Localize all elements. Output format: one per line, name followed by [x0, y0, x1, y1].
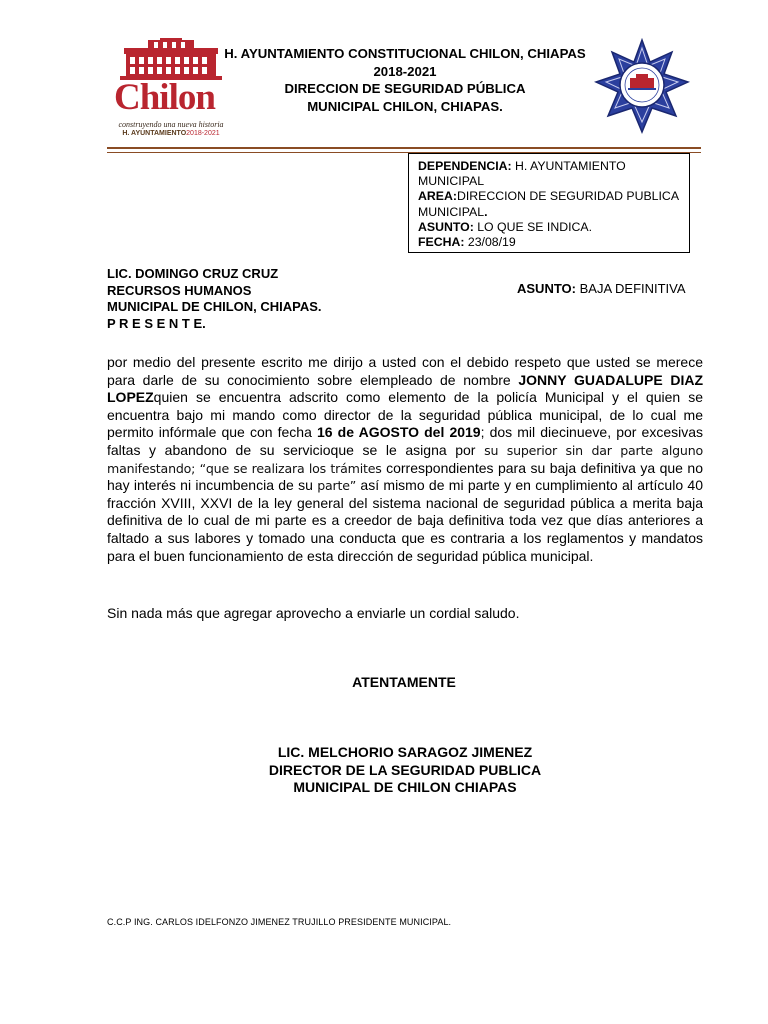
subject-line: ASUNTO: BAJA DEFINITIVA	[517, 281, 686, 296]
recipient-municipality: MUNICIPAL DE CHILON, CHIAPAS.	[107, 299, 322, 314]
signature-block	[107, 744, 703, 797]
closing-line: Sin nada más que agregar aprovecho a enviarle un cordial saludo.	[107, 605, 520, 621]
employee-name: JONNY GUADALUPE DIAZ LOPEZ	[107, 371, 704, 406]
signer-title-2: MUNICIPAL DE CHILON CHIAPAS	[293, 779, 517, 796]
letter-body: por medio del presente escrito me dirijo a usted con el debido respeto que usted se merece para darle de su conocimiento sobre elempleado de nombre JONNY GUADALUPE DIAZ LOPEZquien se encuentra adscrito como elemento de la policía Municipal y el quien se encuentra bajo mi mando como director de la seguridad pública municipal, de lo cual me permito infórmale que con fecha 16 de AGOSTO del 2019; dos mil diecinueve, por excesivas faltas y abandono de su servicioque se le asigna por su superior sin dar parte alguno manifestando; “que se realizara los trámites correspondientes para su baja definitiva ya que no hay interés ni incumbencia de su parte” así mismo de mi parte y en cumplimiento al artículo 40 fracción XVIII, XXVI de la ley general del sistema nacional de seguridad pública a merita baja definitiva de lo cual de mi parte es a creedor de baja definitiva toda vez que días anteriores a faltado a sus labores y tomado una conducta que es contraria a los reglamentos y mandatos para el buen funcionamiento de esta dirección de seguridad pública municipal.	[107, 354, 704, 564]
carbon-copy: C.C.P ING. CARLOS IDELFONZO JIMENEZ TRUJILLO PRESIDENTE MUNICIPAL.	[107, 917, 452, 927]
logo-footer: H. AYUNTAMIENTO2018-2021	[122, 130, 220, 137]
letterhead-line-3: DIRECCION DE SEGURIDAD PÚBLICA	[284, 81, 526, 96]
logo-tagline: construyendo una nueva historia	[118, 120, 224, 129]
municipal-logo	[110, 38, 232, 136]
key-date: 16 de AGOSTO del 2019	[316, 424, 481, 441]
info-dependencia: DEPENDENCIA: H. AYUNTAMIENTO MUNICIPAL	[418, 159, 626, 189]
police-star-badge-icon	[594, 38, 690, 134]
document-info-box	[408, 153, 690, 253]
atentamente: ATENTAMENTE	[352, 674, 456, 690]
recipient-name: LIC. DOMINGO CRUZ CRUZ	[107, 266, 279, 281]
info-area: AREA:DIRECCION DE SEGURIDAD PUBLICA MUNICIPAL.	[418, 189, 679, 219]
town-hall-logo-icon	[110, 38, 232, 82]
recipient-block	[107, 266, 437, 332]
info-asunto: ASUNTO: LO QUE SE INDICA.	[418, 219, 593, 234]
signer-title-1: DIRECTOR DE LA SEGURIDAD PUBLICA	[268, 761, 542, 778]
recipient-presente: P R E S E N T E.	[107, 315, 206, 331]
letterhead-title	[215, 45, 595, 115]
letterhead-line-4: MUNICIPAL CHILON, CHIAPAS.	[307, 98, 503, 114]
info-fecha: FECHA: 23/08/19	[418, 235, 516, 250]
police-badge	[594, 38, 690, 134]
letterhead-line-2: 2018-2021	[373, 63, 437, 79]
logo-wordmark: Chilon	[114, 77, 215, 118]
signer-name: LIC. MELCHORIO SARAGOZ JIMENEZ	[277, 744, 533, 760]
recipient-department: RECURSOS HUMANOS	[107, 282, 252, 298]
letterhead-line-1: H. AYUNTAMIENTO CONSTITUCIONAL CHILON, CHIAPAS	[224, 46, 586, 61]
